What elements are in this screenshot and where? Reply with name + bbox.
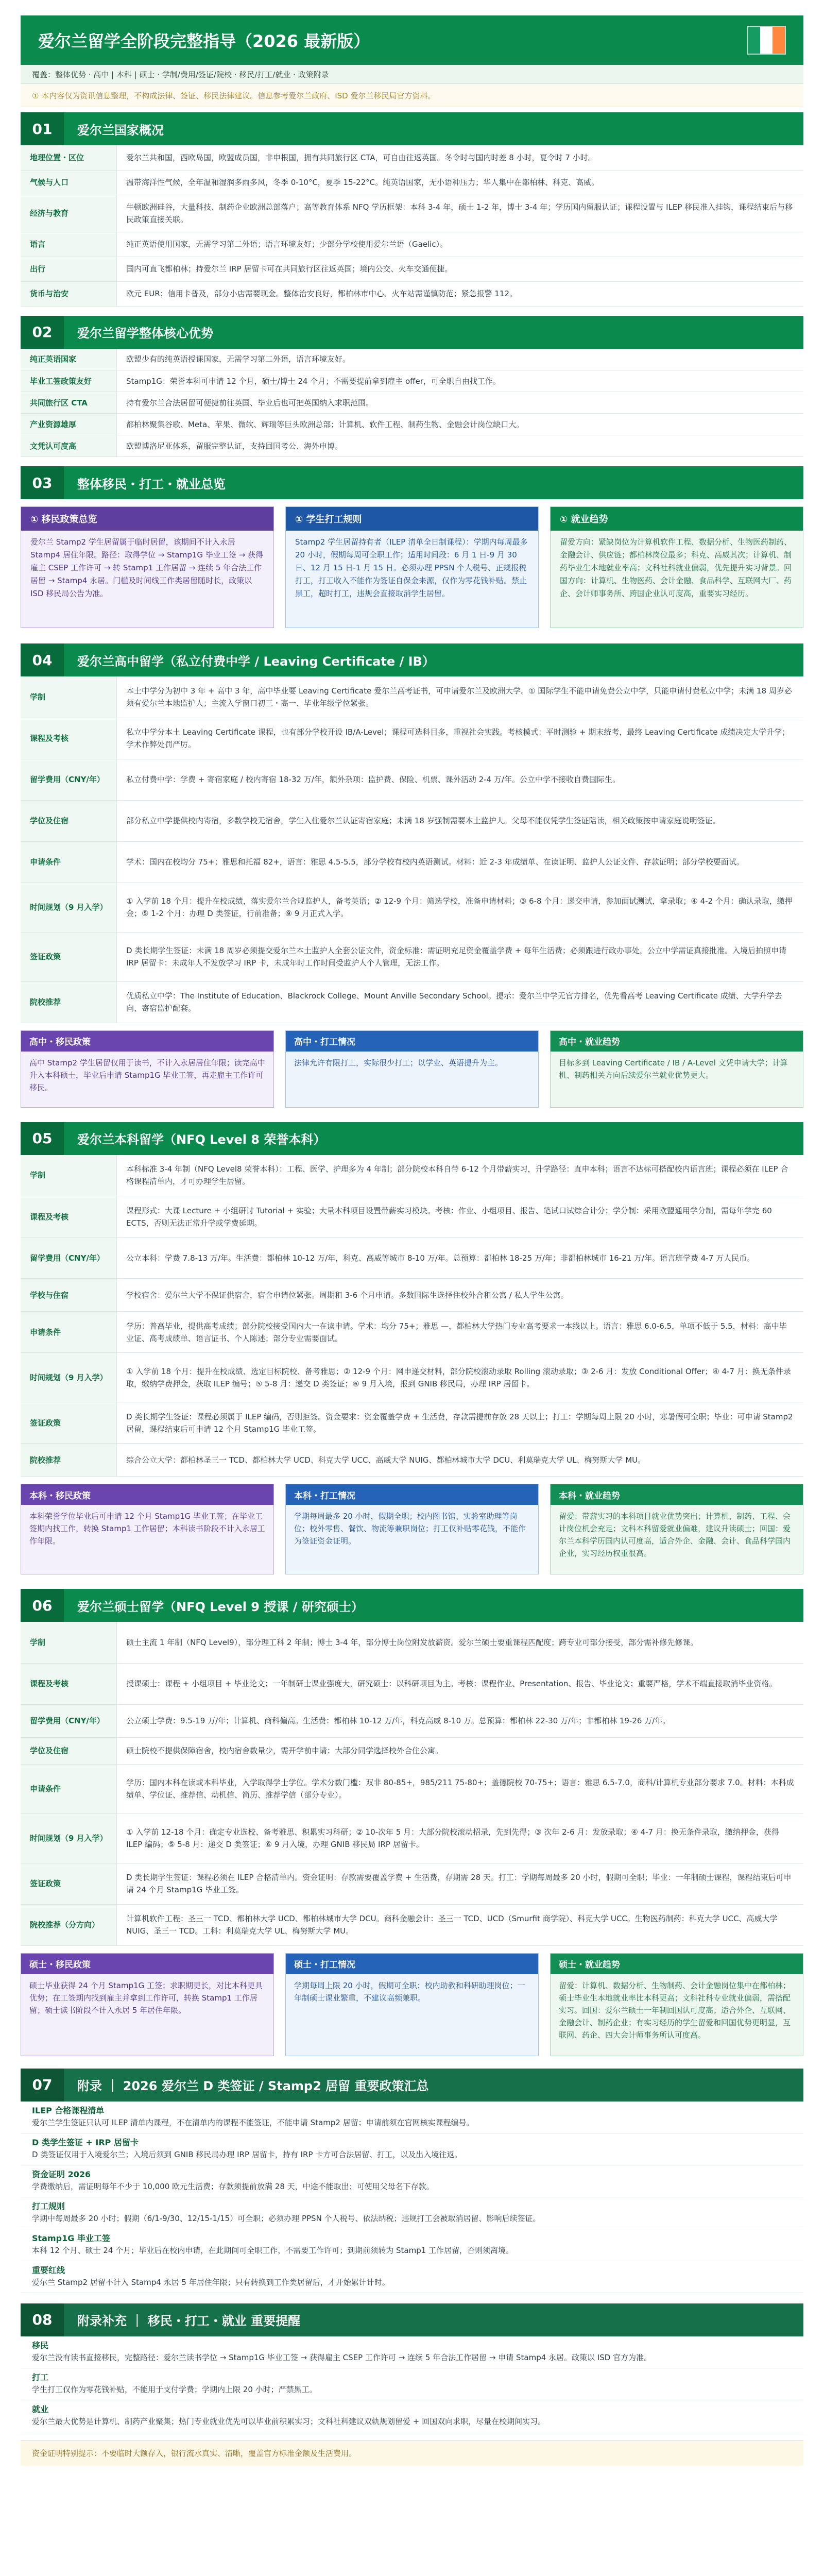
table-row bbox=[21, 232, 803, 257]
item-body: 学期中每周最多 20 小时；假期（6/1-9/30、12/15-1/15）可全职；必须办理 PPSN 个人税号、依法纳税；违规打工会被取消居留、影响后续签证。 bbox=[32, 2213, 541, 2223]
section-title: 爱尔兰留学整体核心优势 bbox=[77, 326, 213, 341]
table-row bbox=[21, 1863, 803, 1904]
card-body: 留爱：带薪实习的本科项目就业优势突出；计算机、制药、工程、会计岗位机会充足；文科本科留爱就业偏难，建议升读硕士；回国：爱尔兰本科学历国内认可度高，适合外企、金融、会计、食品科学国内企业，实习经历权重很高。 bbox=[559, 1512, 791, 1558]
row-value: 学校宿舍：爱尔兰大学不保证供宿舍，宿舍申请位紧张。周期租 3-6 个月申请。多数国际生选择住校外合租公寓 / 私人学生公寓。 bbox=[117, 1279, 804, 1312]
item-body: 爱尔兰没有读书直接移民，完整路径：爱尔兰读书学位 → Stamp1G 毕业工签 → 获得雇主 CSEP 工作许可 → 连续 5 年合法工作居留 → 申请 Stamp4 永居。政策以 ISD 官方为准。 bbox=[32, 2352, 652, 2362]
row-value: Stamp1G：荣誉本科可申请 12 个月，硕士/博士 24 个月；不需要提前拿到雇主 offer，可全职自由找工作。 bbox=[117, 370, 804, 392]
table-row bbox=[21, 1238, 803, 1279]
table-row bbox=[21, 349, 803, 370]
item-title: 打工规则 bbox=[32, 2201, 65, 2211]
row-value: 硕士主流 1 年制（NFQ Level9），部分理工科 2 年制；博士 3-4 年，部分博士岗位附发放薪资。爱尔兰硕士要重课程匹配度；跨专业可部分接受，部分需补修先修课。 bbox=[117, 1622, 804, 1663]
row-value: ① 入学前 18 个月：提升在校成绩、选定目标院校、备考雅思；② 12-9 个月：网申递交材料，部分院校滚动录取 Rolling 滚动录取；③ 2-6 月：发放 Conditional Offer；④ 4-7 月：换无条件录取，缴纳学费押金，获取 ILEP 编号；⑤ 5-8 月：递交 D 类签证；⑥ 9 月入境，报到 GNIB 移民局，办理 IRP 居留卡。 bbox=[117, 1353, 804, 1402]
row-label: 出行 bbox=[21, 257, 117, 281]
undergraduate-summary bbox=[21, 1484, 803, 1574]
row-label: 毕业工签政策友好 bbox=[21, 370, 117, 392]
item-title: ILEP 合格课程清单 bbox=[32, 2105, 105, 2115]
section-header bbox=[21, 2303, 803, 2336]
item-body: 本科 12 个月、硕士 24 个月；毕业后在校内申请，在此期间可全职工作，不需要工作许可；到期前须转为 Stamp1 工作居留，否则须离境。 bbox=[32, 2245, 514, 2255]
row-value: 授课硕士：课程 + 小组项目 + 毕业论文；一年制研士课业强度大，研究硕士：以科研项目为主。考核：课程作业、Presentation、报告、毕业论文；重要严格，学术不端直接取消毕业资格。 bbox=[117, 1663, 804, 1704]
row-label: 签证政策 bbox=[21, 932, 117, 981]
item-title: D 类学生签证 + IRP 居留卡 bbox=[32, 2137, 139, 2147]
section-title: 整体移民・打工・就业总览 bbox=[77, 477, 226, 492]
card-title: 高中・打工情况 bbox=[286, 1031, 538, 1052]
flag-white-stripe bbox=[760, 27, 772, 54]
row-label: 院校推荐 bbox=[21, 1444, 117, 1477]
row-label: 留学费用（CNY/年） bbox=[21, 1704, 117, 1737]
card-title: ① 就业趋势 bbox=[551, 507, 803, 531]
section-title: 附录补充 ｜ 移民・打工・就业 重要提醒 bbox=[77, 2314, 301, 2328]
table-row bbox=[21, 1663, 803, 1704]
row-label: 留学费用（CNY/年） bbox=[21, 759, 117, 800]
section-number: 08 bbox=[21, 2303, 64, 2336]
section-immigration-overview bbox=[21, 466, 803, 628]
card-title: 硕士・移民政策 bbox=[21, 1954, 273, 1974]
row-value: 牛顿欧洲硅谷，大量科技、制药企业欧洲总部落户；高等教育体系 NFQ 学历框架：本科 3-4 年，硕士 1-2 年，博士 3-4 年；学历国内留服认证；课程设置与 ILEP 移民准入挂钩，课程结束后与移民政策直接关联。 bbox=[117, 195, 804, 232]
item-body: 爱尔兰最大优势是计算机、制药产业聚集；热门专业就业优先可以毕业前积累实习；文科社科建议双轨规划留爱 + 回国双向求职，尽量在校期间实习。 bbox=[32, 2416, 546, 2426]
row-label: 学制 bbox=[21, 676, 117, 718]
row-value: D 类长期学生签证：课程必须属于 ILEP 编码，否则拒签。资金要求：资金覆盖学费 + 生活费，存款需提前存放 28 天以上；打工：学期每周上限 20 小时，寒暑假可全职；毕业：可申请 Stamp2 居留，课程结束后可申请 12 个月 Stamp1G 毕业工签。 bbox=[117, 1402, 804, 1444]
overview-table bbox=[21, 145, 803, 307]
card-body: 爱尔兰 Stamp2 学生居留属于临时居留，该期间不计入永居 Stamp4 居住年限。路径：取得学位 → Stamp1G 毕业工签 → 获得雇主 CSEP 工作许可 → 转 Stamp1 工作居留 → 连续 5 年合法工作居留 → Stamp4 永居。门槛及时间线工作类居留随时长，政策以 ISD 移民局公告为准。 bbox=[30, 537, 263, 598]
list-item bbox=[21, 2165, 803, 2197]
table-row bbox=[21, 414, 803, 435]
row-value: 部分私立中学提供校内寄宿，多数学校无宿舍，学生入住爱尔兰认证寄宿家庭；未满 18 岁强制需要本土监护人。父母不能仅凭学生签证陪读，相关政策按申请家庭说明签证。 bbox=[117, 800, 804, 841]
row-value: 本科标准 3-4 年制（NFQ Level8 荣誉本科）：工程、医学、护理多为 4 年制；部分院校本科自带 6-12 个月带薪实习，升学路径：直申本科；语言不达标可搭配校内语言班；课程必须在 ILEP 合格课程清单内，才可办理学生居留。 bbox=[117, 1155, 804, 1196]
row-label: 院校推荐（分方向） bbox=[21, 1904, 117, 1945]
row-value: 优质私立中学：The Institute of Education、Blackrock College、Mount Anville Secondary School。提示：爱尔兰中学无官方排名，优先看高考 Leaving Certificate 成绩、大学升学去向、寄宿监护配套。 bbox=[117, 981, 804, 1023]
section-number: 01 bbox=[21, 112, 64, 145]
employment-trend-card bbox=[550, 506, 803, 628]
item-title: 资金证明 2026 bbox=[32, 2169, 91, 2179]
section-header bbox=[21, 112, 803, 145]
masters-summary bbox=[21, 1953, 803, 2056]
card-body: 目标多到 Leaving Certificate / IB / A-Level 文凭申请大学；计算机、制药相关方向后续爱尔兰就业优势更大。 bbox=[559, 1058, 788, 1080]
row-label: 共同旅行区 CTA bbox=[21, 392, 117, 414]
row-value: 本土中学分为初中 3 年 + 高中 3 年，高中毕业要 Leaving Certificate 爱尔兰高考证书，可申请爱尔兰及欧洲大学。① 国际学生不能申请免费公立中学，只能申请付费私立中学；未满 18 周岁必须有爱尔兰本地监护人；主流入学窗口初三・高一、毕业年级学位紧张。 bbox=[117, 676, 804, 718]
row-value: 公立本科：学费 7.8-13 万/年。生活费：都柏林 10-12 万/年，科克、高威等城市 8-10 万/年。总预算：都柏林 18-25 万/年；非都柏林城市 16-21 万/年。语言班学费 4-7 万人民币。 bbox=[117, 1238, 804, 1279]
section-title: 附录 ｜ 2026 爱尔兰 D 类签证 / Stamp2 居留 重要政策汇总 bbox=[77, 2079, 429, 2093]
coverage-nav: 覆盖：整体优势 · 高中 | 本科 | 硕士 · 学制/费用/签证/院校 · 移民/打工/就业 · 政策附录 bbox=[21, 65, 803, 84]
table-row bbox=[21, 1622, 803, 1663]
row-value: 公立硕士学费：9.5-19 万/年；计算机、商科偏高。生活费：都柏林 10-12 万/年，科克高威 8-10 万。总预算：都柏林 22-30 万/年；非都柏林 19-26 万/年。 bbox=[117, 1704, 804, 1737]
card-title: 硕士・就业趋势 bbox=[551, 1954, 803, 1974]
row-value: 学历：国内本科在读或本科毕业，入学取得学士学位。学术分数门槛：双非 80-85+，985/211 75-80+；盖德院校 70-75+；语言：雅思 6.5-7.0，商科/计算机专业部分要求 7.0。材料：本科成绩单、学位证、推荐信、动机信、简历、推荐学信（部分专业）。 bbox=[117, 1764, 804, 1814]
section-number: 04 bbox=[21, 643, 64, 676]
table-row bbox=[21, 392, 803, 414]
hs-employment-card bbox=[550, 1030, 803, 1108]
card-body: 留爱方向：紧缺岗位为计算机软件工程、数据分析、生物医药制药、金融会计、供应链；都柏林岗位最多；科克、高威其次；计算机、制药毕业生本地就业率高；文科社科就业偏弱，优先提升实习背景。回国方向：计算机、生物医药、会计金融、食品科学、互联网大厂、药企、会计师事务所、跨国企业认可度高，重要实习经历。 bbox=[560, 537, 792, 598]
card-body: 高中 Stamp2 学生居留仅用于读书，不计入永居居住年限；读完高中升入本科硕士，毕业后申请 Stamp1G 毕业工签，再走雇主工作许可移民。 bbox=[29, 1058, 265, 1092]
row-label: 地理位置・区位 bbox=[21, 145, 117, 170]
table-row bbox=[21, 170, 803, 195]
ms-immigration-card bbox=[21, 1953, 274, 2056]
ug-immigration-card bbox=[21, 1484, 274, 1574]
row-label: 课程及考核 bbox=[21, 718, 117, 759]
table-row bbox=[21, 800, 803, 841]
list-item bbox=[21, 2102, 803, 2133]
row-label: 时间规划（9 月入学） bbox=[21, 1814, 117, 1863]
table-row bbox=[21, 759, 803, 800]
table-row bbox=[21, 370, 803, 392]
row-value: 学历：普高毕业，提供高考成绩；部分院校接受国内大一在读申请。学术：均分 75+；雅思 —，都柏林大学热门专业高考要求一本线以上。语言：雅思 6.0-6.5，单项不低于 5.5，材料：高中毕业证、高考成绩单、语言证书、个人陈述；部分专业需要面试。 bbox=[117, 1312, 804, 1353]
flag-green-stripe bbox=[748, 27, 760, 54]
section-number: 03 bbox=[21, 466, 64, 499]
section-high-school bbox=[21, 643, 803, 1108]
row-value: 欧元 EUR；信用卡普及，部分小店需要现金。整体治安良好，都柏林市中心、火车站需谨慎防范；紧急报警 112。 bbox=[117, 281, 804, 306]
card-title: 本科・打工情况 bbox=[286, 1484, 538, 1505]
row-label: 气候与人口 bbox=[21, 170, 117, 195]
table-row bbox=[21, 932, 803, 981]
flag-orange-stripe bbox=[772, 27, 785, 54]
item-title: 打工 bbox=[32, 2372, 49, 2382]
undergraduate-table bbox=[21, 1155, 803, 1477]
overview-cards bbox=[21, 506, 803, 628]
row-value: 欧盟博洛尼亚体系，留服完整认证，支持回国考公、海外申博。 bbox=[117, 435, 804, 457]
row-label: 签证政策 bbox=[21, 1402, 117, 1444]
table-row bbox=[21, 1155, 803, 1196]
section-title: 爱尔兰高中留学（私立付费中学 / Leaving Certificate / IB） bbox=[77, 654, 435, 669]
section-header bbox=[21, 643, 803, 676]
table-row bbox=[21, 1402, 803, 1444]
row-value: 硕士院校不提供保障宿舍，校内宿舍数量少，需开学前申请；大部分同学选择校外合住公寓。 bbox=[117, 1737, 804, 1764]
row-label: 申请条件 bbox=[21, 1764, 117, 1814]
item-body: 学生打工仅作为零花钱补贴，不能用于支付学费；学期内上限 20 小时；严禁黑工。 bbox=[32, 2384, 317, 2394]
masters-table bbox=[21, 1622, 803, 1946]
item-title: 移民 bbox=[32, 2340, 49, 2350]
table-row bbox=[21, 1704, 803, 1737]
row-value: 温带海洋性气候，全年温和湿润多雨多风，冬季 0-10°C，夏季 15-22°C。纯英语国家，无小语种压力；华人集中在都柏林、科克、高威。 bbox=[117, 170, 804, 195]
section-title: 爱尔兰硕士留学（NFQ Level 9 授课 / 研究硕士） bbox=[77, 1599, 364, 1614]
table-row bbox=[21, 1904, 803, 1945]
card-body: 本科荣誉学位毕业后可申请 12 个月 Stamp1G 毕业工签；在毕业工签期内找工作，转换 Stamp1 工作居留；本科读书阶段不计入永居工作年限。 bbox=[29, 1512, 265, 1546]
row-label: 时间规划（9 月入学） bbox=[21, 1353, 117, 1402]
row-label: 文凭认可度高 bbox=[21, 435, 117, 457]
row-label: 课程及考核 bbox=[21, 1663, 117, 1704]
row-label: 学制 bbox=[21, 1155, 117, 1196]
row-value: 私立中学分本土 Leaving Certificate 课程，也有部分学校开设 IB/A-Level；课程可选科目多，重视社会实践。考核模式：平时测验 + 期末统考，最终 Leaving Certificate 成绩决定大学升学；学术作弊处罚严厉。 bbox=[117, 718, 804, 759]
list-item bbox=[21, 2400, 803, 2432]
table-row bbox=[21, 1353, 803, 1402]
item-title: Stamp1G 毕业工签 bbox=[32, 2233, 110, 2243]
section-number: 06 bbox=[21, 1589, 64, 1622]
row-label: 货币与治安 bbox=[21, 281, 117, 306]
section-appendix-reminders bbox=[21, 2303, 803, 2432]
card-body: 留爱：计算机、数据分析、生物制药、会计金融岗位集中在都柏林；硕士毕业生本地就业率比本科更高；文科社科专业就业偏弱，需搭配实习。回国：爱尔兰硕士一年制回国认可度高；适合外企、互联网、金融会计、制药企业；有实习经历的学生留爱和回国优势更明显，互联网、药企、四大会计师事务所认可度高。 bbox=[559, 1980, 791, 2040]
hs-immigration-card bbox=[21, 1030, 274, 1108]
card-title: 高中・移民政策 bbox=[21, 1031, 273, 1052]
card-body: 学期每周上限 20 小时，假期可全职；校内助教和科研助理岗位；一年制硕士课业繁重，不建议高频兼职。 bbox=[294, 1980, 525, 2003]
row-value: ① 入学前 18 个月：提升在校成绩，落实爱尔兰合规监护人，备考英语；② 12-9 个月：筛选学校，准备申请材料；③ 6-8 个月：递交申请，参加面试测试，拿录取；④ 4-2 个月：确认录取，缴押金；⑤ 1-2 个月：办理 D 类签证，行前准备；⑨ 9 月正式入学。 bbox=[117, 883, 804, 932]
row-label: 语言 bbox=[21, 232, 117, 257]
advantages-table bbox=[21, 349, 803, 457]
disclaimer-notice: ① 本内容仅为资讯信息整理，不构成法律、签证、移民法律建议。信息参考爱尔兰政府、ISD 爱尔兰移民局官方资料。 bbox=[21, 84, 803, 107]
table-row bbox=[21, 981, 803, 1023]
row-value: 欧盟少有的纯英语授课国家，无需学习第二外语，语言环境友好。 bbox=[117, 349, 804, 370]
card-body: 硕士毕业获得 24 个月 Stamp1G 工签；求职期更长，对比本科更具优势；在工签期内找到雇主并拿到工作许可，转换 Stamp1 工作居留；硕士读书阶段不计入永居 5 年居住年限。 bbox=[29, 1980, 263, 2015]
row-label: 时间规划（9 月入学） bbox=[21, 883, 117, 932]
row-label: 留学费用（CNY/年） bbox=[21, 1238, 117, 1279]
row-value: 课程形式：大课 Lecture + 小组研讨 Tutorial + 实验；大量本科项目设置带薪实习模块。考核：作业、小组项目、报告、笔试口试综合计分；学分制：采用欧盟通用学分制，需每年学完 60 ECTS，否则无法正常升学或学费延期。 bbox=[117, 1196, 804, 1238]
row-label: 学位及住宿 bbox=[21, 1737, 117, 1764]
row-value: 国内可直飞都柏林；持爱尔兰 IRP 居留卡可在共同旅行区往返英国；境内公交、火车交通便捷。 bbox=[117, 257, 804, 281]
ireland-flag-icon bbox=[747, 26, 786, 55]
row-label: 课程及考核 bbox=[21, 1196, 117, 1238]
section-title: 爱尔兰国家概况 bbox=[77, 123, 164, 138]
card-title: 高中・就业趋势 bbox=[551, 1031, 803, 1052]
item-body: 学费缴纳后，需证明每年不少于 10,000 欧元生活费；存款须提前放满 28 天，中途不能取出；可使用父母名下存款。 bbox=[32, 2181, 434, 2191]
row-value: 持有爱尔兰合法居留可便捷前往英国、毕业后也可把英国纳入求职范围。 bbox=[117, 392, 804, 414]
row-label: 学校与住宿 bbox=[21, 1279, 117, 1312]
list-item bbox=[21, 2336, 803, 2368]
list-item bbox=[21, 2229, 803, 2261]
section-masters bbox=[21, 1589, 803, 2056]
row-label: 学制 bbox=[21, 1622, 117, 1663]
list-item bbox=[21, 2133, 803, 2165]
item-title: 就业 bbox=[32, 2404, 49, 2414]
item-body: D 类签证仅用于入境爱尔兰；入境后须到 GNIB 移民局办理 IRP 居留卡，持有 IRP 卡方可合法居留、打工，以及出入境往返。 bbox=[32, 2149, 462, 2159]
table-row bbox=[21, 841, 803, 883]
row-value: 学术：国内在校均分 75+；雅思和托福 82+，语言：雅思 4.5-5.5，部分学校有校内英语测试。材料：近 2-3 年成绩单、在读证明、监护人公证文件、存款证明；部分学校要面试。 bbox=[117, 841, 804, 883]
card-body: 法律允许有限打工，实际很少打工；以学业、英语提升为主。 bbox=[294, 1058, 503, 1067]
table-row bbox=[21, 1764, 803, 1814]
section-header bbox=[21, 1122, 803, 1155]
table-row bbox=[21, 1814, 803, 1863]
row-value: 都柏林聚集谷歌、Meta、苹果、微软、辉瑞等巨头欧洲总部；计算机、软件工程、制药生物、金融会计岗位缺口大。 bbox=[117, 414, 804, 435]
high-school-summary bbox=[21, 1030, 803, 1108]
immigration-policy-card bbox=[21, 506, 274, 628]
table-row bbox=[21, 883, 803, 932]
card-title: 本科・就业趋势 bbox=[551, 1484, 803, 1505]
list-item bbox=[21, 2368, 803, 2400]
table-row bbox=[21, 145, 803, 170]
card-title: ① 学生打工规则 bbox=[286, 507, 538, 531]
row-label: 产业资源雄厚 bbox=[21, 414, 117, 435]
card-body: 学期每周最多 20 小时，假期全职；校内图书馆、实验室助理等岗位；校外零售、餐饮、物流等兼职岗位；打工仅补贴零花钱，不能作为签证资金证明。 bbox=[294, 1512, 526, 1546]
section-number: 02 bbox=[21, 316, 64, 349]
table-row bbox=[21, 281, 803, 306]
table-row bbox=[21, 718, 803, 759]
row-value: 爱尔兰共和国，西欧岛国，欧盟成员国，非申根国，拥有共同旅行区 CTA，可自由往返英国。冬令时与国内时差 8 小时，夏令时 7 小时。 bbox=[117, 145, 804, 170]
card-title: 本科・移民政策 bbox=[21, 1484, 273, 1505]
table-row bbox=[21, 1279, 803, 1312]
section-header bbox=[21, 316, 803, 349]
section-header bbox=[21, 2069, 803, 2102]
list-item bbox=[21, 2197, 803, 2229]
section-country-overview bbox=[21, 112, 803, 307]
table-row bbox=[21, 676, 803, 718]
ms-work-card bbox=[285, 1953, 539, 2056]
item-body: 爱尔兰学生签证只认可 ILEP 清单内课程，不在清单内的课程不能签证，不能申请 Stamp2 居留；申请前须在官网核实课程编号。 bbox=[32, 2117, 474, 2127]
row-label: 经济与教育 bbox=[21, 195, 117, 232]
row-label: 申请条件 bbox=[21, 841, 117, 883]
item-title: 重要红线 bbox=[32, 2265, 65, 2275]
section-header bbox=[21, 466, 803, 499]
section-header bbox=[21, 1589, 803, 1622]
row-value: ① 入学前 12-18 个月：确定专业选校、备考雅思、积累实习科研；② 10-次年 5 月：大部分院校滚动招录，先到先得；③ 次年 2-6 月：发放录取；④ 4-7 月：换无条件录取，缴纳押金，获得 ILEP 编码；⑤ 5-8 月：递交 D 类签证；⑥ 9 月入境，办理 GNIB 移民局 IRP 居留卡。 bbox=[117, 1814, 804, 1863]
list-item bbox=[21, 2261, 803, 2293]
item-body: 爱尔兰 Stamp2 居留不计入 Stamp4 永居 5 年居住年限；只有转换到工作类居留后，才开始累计计时。 bbox=[32, 2277, 390, 2287]
section-appendix-policy bbox=[21, 2069, 803, 2293]
table-row bbox=[21, 257, 803, 281]
section-undergraduate bbox=[21, 1122, 803, 1575]
row-label: 学位及住宿 bbox=[21, 800, 117, 841]
row-value: 私立付费中学：学费 + 寄宿家庭 / 校内寄宿 18-32 万/年，额外杂项：监护费、保险、机票、课外活动 2-4 万/年。公立中学不接收自费国际生。 bbox=[117, 759, 804, 800]
reminder-list bbox=[21, 2336, 803, 2432]
section-core-advantages bbox=[21, 316, 803, 457]
row-label: 申请条件 bbox=[21, 1312, 117, 1353]
page-title: 爱尔兰留学全阶段完整指导（2026 最新版） bbox=[38, 31, 370, 51]
section-title: 爱尔兰本科留学（NFQ Level 8 荣誉本科） bbox=[77, 1132, 326, 1147]
row-value: 纯正英语使用国家，无需学习第二外语；语言环境友好；少部分学校使用爱尔兰语（Gaelic）。 bbox=[117, 232, 804, 257]
row-value: D 类长期学生签证：未满 18 周岁必须提交爱尔兰本土监护人全套公证文件，资金标准：需证明充足资金覆盖学费 + 每年生活费；必须跟进行政办事处，公立中学需证真接批准。入境后拍照申请 IRP 居留卡：未成年人不发放学习 IRP 卡，未成年时工作时间受监护人个人管理，无法工作。 bbox=[117, 932, 804, 981]
work-rules-card bbox=[285, 506, 539, 628]
page-header bbox=[21, 15, 803, 65]
table-row bbox=[21, 1737, 803, 1764]
appendix-list bbox=[21, 2102, 803, 2293]
row-label: 院校推荐 bbox=[21, 981, 117, 1023]
section-number: 07 bbox=[21, 2069, 64, 2102]
footer-note: 资金证明特别提示：不要临时大额存入，银行流水真实、清晰，覆盖官方标准金额及生活费用。 bbox=[21, 2441, 803, 2466]
row-label: 纯正英语国家 bbox=[21, 349, 117, 370]
ug-employment-card bbox=[550, 1484, 803, 1574]
table-row bbox=[21, 1312, 803, 1353]
table-row bbox=[21, 195, 803, 232]
row-value: 计算机软件工程：圣三一 TCD、都柏林大学 UCD、都柏林城市大学 DCU。商科金融会计：圣三一 TCD、UCD（Smurfit 商学院）、科克大学 UCC。生物医药制药：科克大学 UCC、高威大学 NUIG、圣三一 TCD。工科：利莫瑞克大学 UL、梅努斯大学 MU。 bbox=[117, 1904, 804, 1945]
high-school-table bbox=[21, 676, 803, 1023]
table-row bbox=[21, 1444, 803, 1477]
hs-work-card bbox=[285, 1030, 539, 1108]
ug-work-card bbox=[285, 1484, 539, 1574]
card-title: 硕士・打工情况 bbox=[286, 1954, 538, 1974]
table-row bbox=[21, 435, 803, 457]
card-body: Stamp2 学生居留持有者（ILEP 清单全日制课程）：学期内每周最多 20 小时，假期每周可全职工作；适用时间段：6 月 1 日-9 月 30 日、12 月 15 日-1 月 15 日。必须办理 PPSN 个人税号、正规报税打工，打工收入不能作为签证自保金来源，仅作为零花钱补贴。禁止黑工，超时打工，违规会直接取消学生居留。 bbox=[295, 537, 528, 598]
row-value: D 类长期学生签证：课程必须在 ILEP 合格清单内。资金证明：存款需要覆盖学费 + 生活费，存期需 28 天。打工：学期每周最多 20 小时，假期可全职；毕业：一年制硕士课程，课程结束后可申请 24 个月 Stamp1G 毕业工签。 bbox=[117, 1863, 804, 1904]
row-value: 综合公立大学：都柏林圣三一 TCD、都柏林大学 UCD、科克大学 UCC、高威大学 NUIG、都柏林城市大学 DCU、利莫瑞克大学 UL、梅努斯大学 MU。 bbox=[117, 1444, 804, 1477]
table-row bbox=[21, 1196, 803, 1238]
card-title: ① 移民政策总览 bbox=[21, 507, 273, 531]
ms-employment-card bbox=[550, 1953, 803, 2056]
row-label: 签证政策 bbox=[21, 1863, 117, 1904]
section-number: 05 bbox=[21, 1122, 64, 1155]
